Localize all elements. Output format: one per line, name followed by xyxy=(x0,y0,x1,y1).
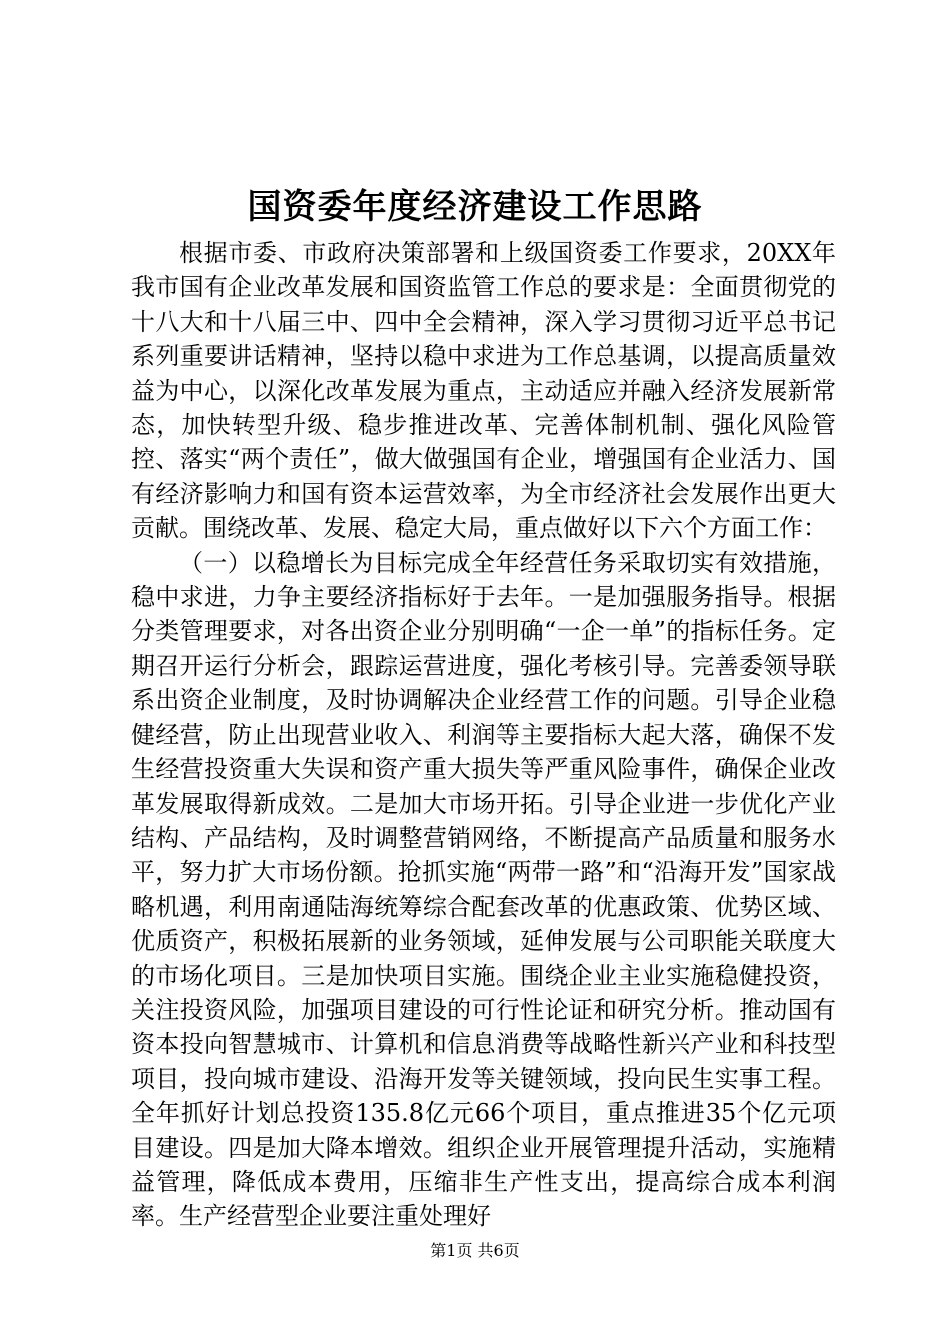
document-body xyxy=(131,236,836,1234)
paragraph-intro: 根据市委、市政府决策部署和上级国资委工作要求，20XX年我市国有企业改革发展和国资监管工作总的要求是：全面贯彻党的十八大和十八届三中、四中全会精神，深入学习贯彻习近平总书记系列重要讲话精神，坚持以稳中求进为工作总基调，以提高质量效益为中心，以深化改革发展为重点，主动适应并融入经济发展新常态，加快转型升级、稳步推进改革、完善体制机制、强化风险管控、落实“两个责任”，做大做强国有企业，增强国有企业活力、国有经济影响力和国有资本运营效率，为全市经济社会发展作出更大贡献。围绕改革、发展、稳定大局，重点做好以下六个方面工作： xyxy=(131,239,836,543)
document-title: 国资委年度经济建设工作思路 xyxy=(247,187,703,227)
page-number-footer: 第1页 共6页 xyxy=(430,1241,520,1260)
paragraph-section-1: （一）以稳增长为目标完成全年经营任务采取切实有效措施，稳中求进，力争主要经济指标好于去年。一是加强服务指导。根据分类管理要求，对各出资企业分别明确“一企一单”的指标任务。定期召开运行分析会，跟踪运营进度，强化考核引导。完善委领导联系出资企业制度，及时协调解决企业经营工作的问题。引导企业稳健经营，防止出现营业收入、利润等主要指标大起大落，确保不发生经营投资重大失误和资产重大损失等严重风险事件，确保企业改革发展取得新成效。二是加大市场开拓。引导企业进一步优化产业结构、产品结构，及时调整营销网络，不断提高产品质量和服务水平，努力扩大市场份额。抢抓实施“两带一路”和“沿海开发”国家战略机遇，利用南通陆海统筹综合配套改革的优惠政策、优势区域、优质资产，积极拓展新的业务领域，延伸发展与公司职能关联度大的市场化项目。三是加快项目实施。围绕企业主业实施稳健投资，关注投资风险，加强项目建设的可行性论证和研究分析。推动国有资本投向智慧城市、计算机和信息消费等战略性新兴产业和科技型项目，投向城市建设、沿海开发等关键领域，投向民生实事工程。全年抓好计划总投资135.8亿元66个项目，重点推进35个亿元项目建设。四是加大降本增效。组织企业开展管理提升活动，实施精益管理，降低成本费用，压缩非生产性支出，提高综合成本利润率。生产经营型企业要注重处理好 xyxy=(131,548,836,1231)
